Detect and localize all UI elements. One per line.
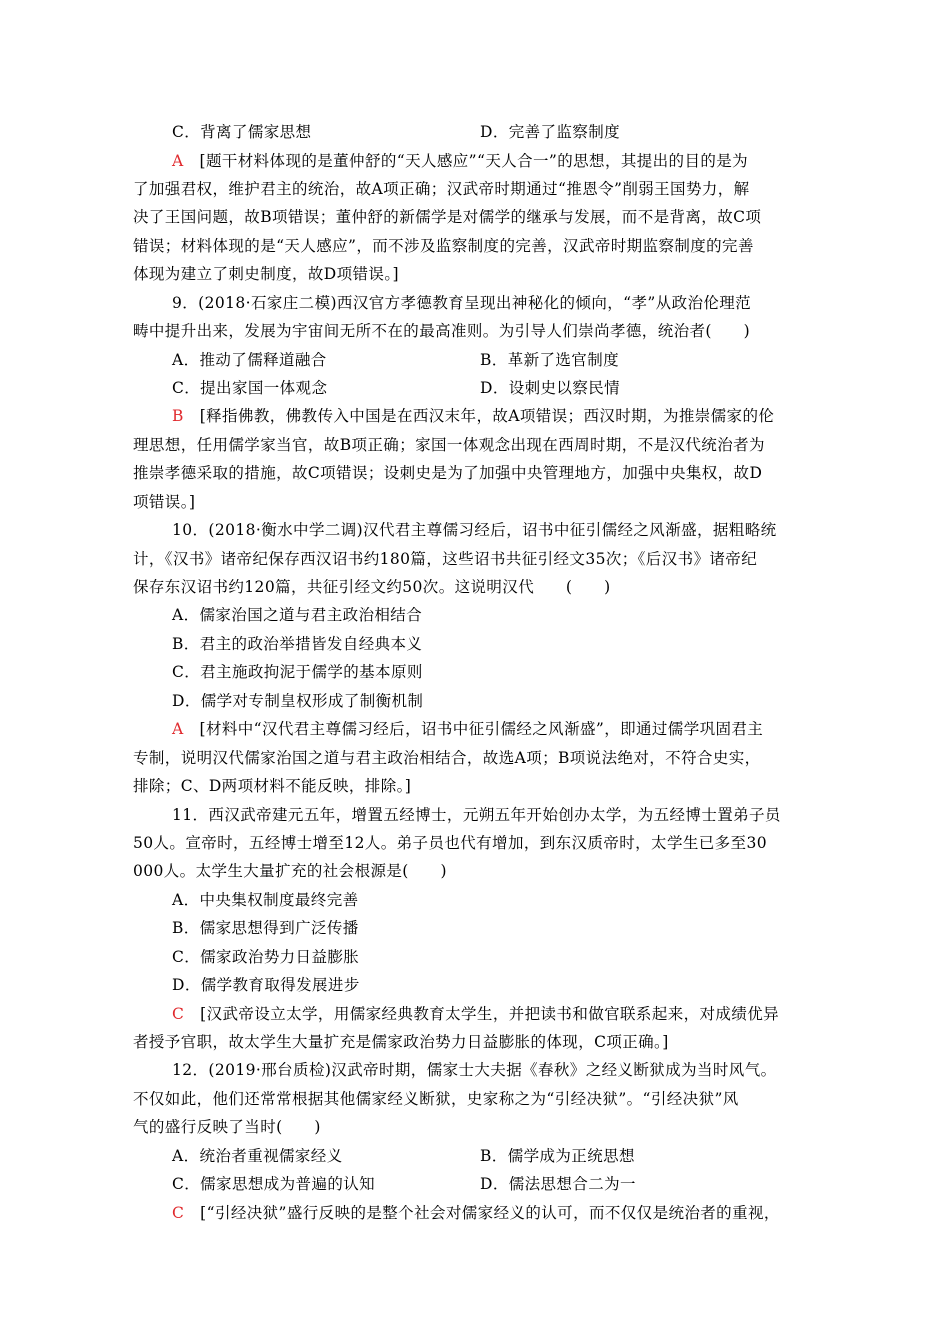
q12-option-c: C．儒家思想成为普遍的认知 xyxy=(172,1175,376,1193)
q9-explanation-line: B [释指佛教，佛教传入中国是在西汉末年，故A项错误；西汉时期，为推崇儒家的伦 xyxy=(172,407,775,425)
q10-answer: A xyxy=(172,720,184,738)
q8-explanation-line: 了加强君权，维护君主的统治，故A项正确；汉武帝时期通过“推恩令”削弱王国势力，解 xyxy=(133,180,750,198)
q12-stem-line: 12．(2019·邢台质检)汉武帝时期，儒家士大夫据《春秋》之经义断狱成为当时风气。 xyxy=(172,1061,777,1079)
q10-option-a: A．儒家治国之道与君主政治相结合 xyxy=(172,606,423,624)
q10-option-c: C．君主施政拘泥于儒学的基本原则 xyxy=(172,663,423,681)
q8-explanation-line: 体现为建立了刺史制度，故D项错误。] xyxy=(133,265,399,283)
q11-option-c: C．儒家政治势力日益膨胀 xyxy=(172,948,360,966)
q11-answer: C xyxy=(172,1005,185,1023)
q10-stem-line: 10．(2018·衡水中学二调)汉代君主尊儒习经后，诏书中征引儒经之风渐盛，据粗略统 xyxy=(172,521,777,539)
q11-stem-line: 50人。宣帝时，五经博士增至12人。弟子员也代有增加，到东汉质帝时，太学生已多至30 xyxy=(133,834,767,852)
q11-explanation-line: C [汉武帝设立太学，用儒家经典教育太学生，并把读书和做官联系起来，对成绩优异 xyxy=(172,1005,780,1023)
q12-stem-line: 不仅如此，他们还常常根据其他儒家经义断狱，史家称之为“引经决狱”。“引经决狱”风 xyxy=(133,1090,739,1108)
q11-stem-line: 11．西汉武帝建元五年，增置五经博士，元朔五年开始创办太学，为五经博士置弟子员 xyxy=(172,806,781,824)
q12-option-d: D．儒法思想合二为一 xyxy=(480,1175,636,1193)
q9-answer: B xyxy=(172,407,184,425)
q10-explanation-line: A [材料中“汉代君主尊儒习经后，诏书中征引儒经之风渐盛”，即通过儒学巩固君主 xyxy=(172,720,764,738)
q10-explanation-line: 排除；C、D两项材料不能反映，排除。] xyxy=(133,777,412,795)
q11-explanation-line: 者授予官职，故太学生大量扩充是儒家政治势力日益膨胀的体现，C项正确。] xyxy=(133,1033,669,1051)
q12-option-a: A．统治者重视儒家经义 xyxy=(172,1147,343,1165)
q10-stem-line: 计，《汉书》诸帝纪保存西汉诏书约180篇，这些诏书共征引经文35次；《后汉书》诸帝纪 xyxy=(133,550,758,568)
q10-option-d: D．儒学对专制皇权形成了制衡机制 xyxy=(172,692,424,710)
q12-stem-line: 气的盛行反映了当时( ) xyxy=(133,1118,321,1136)
q11-option-d: D．儒学教育取得发展进步 xyxy=(172,976,360,994)
q11-option-b: B．儒家思想得到广泛传播 xyxy=(172,919,359,937)
q12-answer: C xyxy=(172,1204,185,1222)
q9-option-b: B．革新了选官制度 xyxy=(480,351,619,369)
q12-explanation-line: C [“引经决狱”盛行反映的是整个社会对儒家经义的认可，而不仅仅是统治者的重视， xyxy=(172,1204,780,1222)
q10-explanation-line: 专制，说明汉代儒家治国之道与君主政治相结合，故选A项；B项说法绝对，不符合史实， xyxy=(133,749,761,767)
q9-option-d: D．设刺史以察民情 xyxy=(480,379,621,397)
q11-option-a: A．中央集权制度最终完善 xyxy=(172,891,359,909)
q11-stem-line: 000人。太学生大量扩充的社会根源是( ) xyxy=(133,862,447,880)
q9-option-a: A．推动了儒释道融合 xyxy=(172,351,327,369)
q9-explanation-line: 理思想，任用儒学家当官，故B项正确；家国一体观念出现在西周时期，不是汉代统治者为 xyxy=(133,436,765,454)
q9-stem-line: 9．(2018·石家庄二模)西汉官方孝德教育呈现出神秘化的倾向，“孝”从政治伦理范 xyxy=(172,294,752,312)
q9-stem-line: 畴中提升出来，发展为宇宙间无所不在的最高准则。为引导人们崇尚孝德，统治者( ) xyxy=(133,322,751,340)
q9-explanation-line: 项错误。] xyxy=(133,493,196,511)
q8-option-c: C．背离了儒家思想 xyxy=(172,123,312,141)
q8-explanation-line: A [题干材料体现的是董仲舒的“天人感应”“天人合一”的思想，其提出的目的是为 xyxy=(172,152,749,170)
q10-stem-line: 保存东汉诏书约120篇，共征引经文约50次。这说明汉代 ( ) xyxy=(133,578,611,596)
q8-explanation-line: 错误；材料体现的是“天人感应”，而不涉及监察制度的完善，汉武帝时期监察制度的完善 xyxy=(133,237,754,255)
q12-option-b: B．儒学成为正统思想 xyxy=(480,1147,635,1165)
q9-explanation-line: 推崇孝德采取的措施，故C项错误；设刺史是为了加强中央管理地方，加强中央集权，故D xyxy=(133,464,763,482)
q10-option-b: B．君主的政治举措皆发自经典本义 xyxy=(172,635,423,653)
q8-explanation-line: 决了王国问题，故B项错误；董仲舒的新儒学是对儒学的继承与发展，而不是背离，故C项 xyxy=(133,208,762,226)
q9-option-c: C．提出家国一体观念 xyxy=(172,379,328,397)
q8-answer: A xyxy=(172,152,184,170)
q8-option-d: D．完善了监察制度 xyxy=(480,123,621,141)
